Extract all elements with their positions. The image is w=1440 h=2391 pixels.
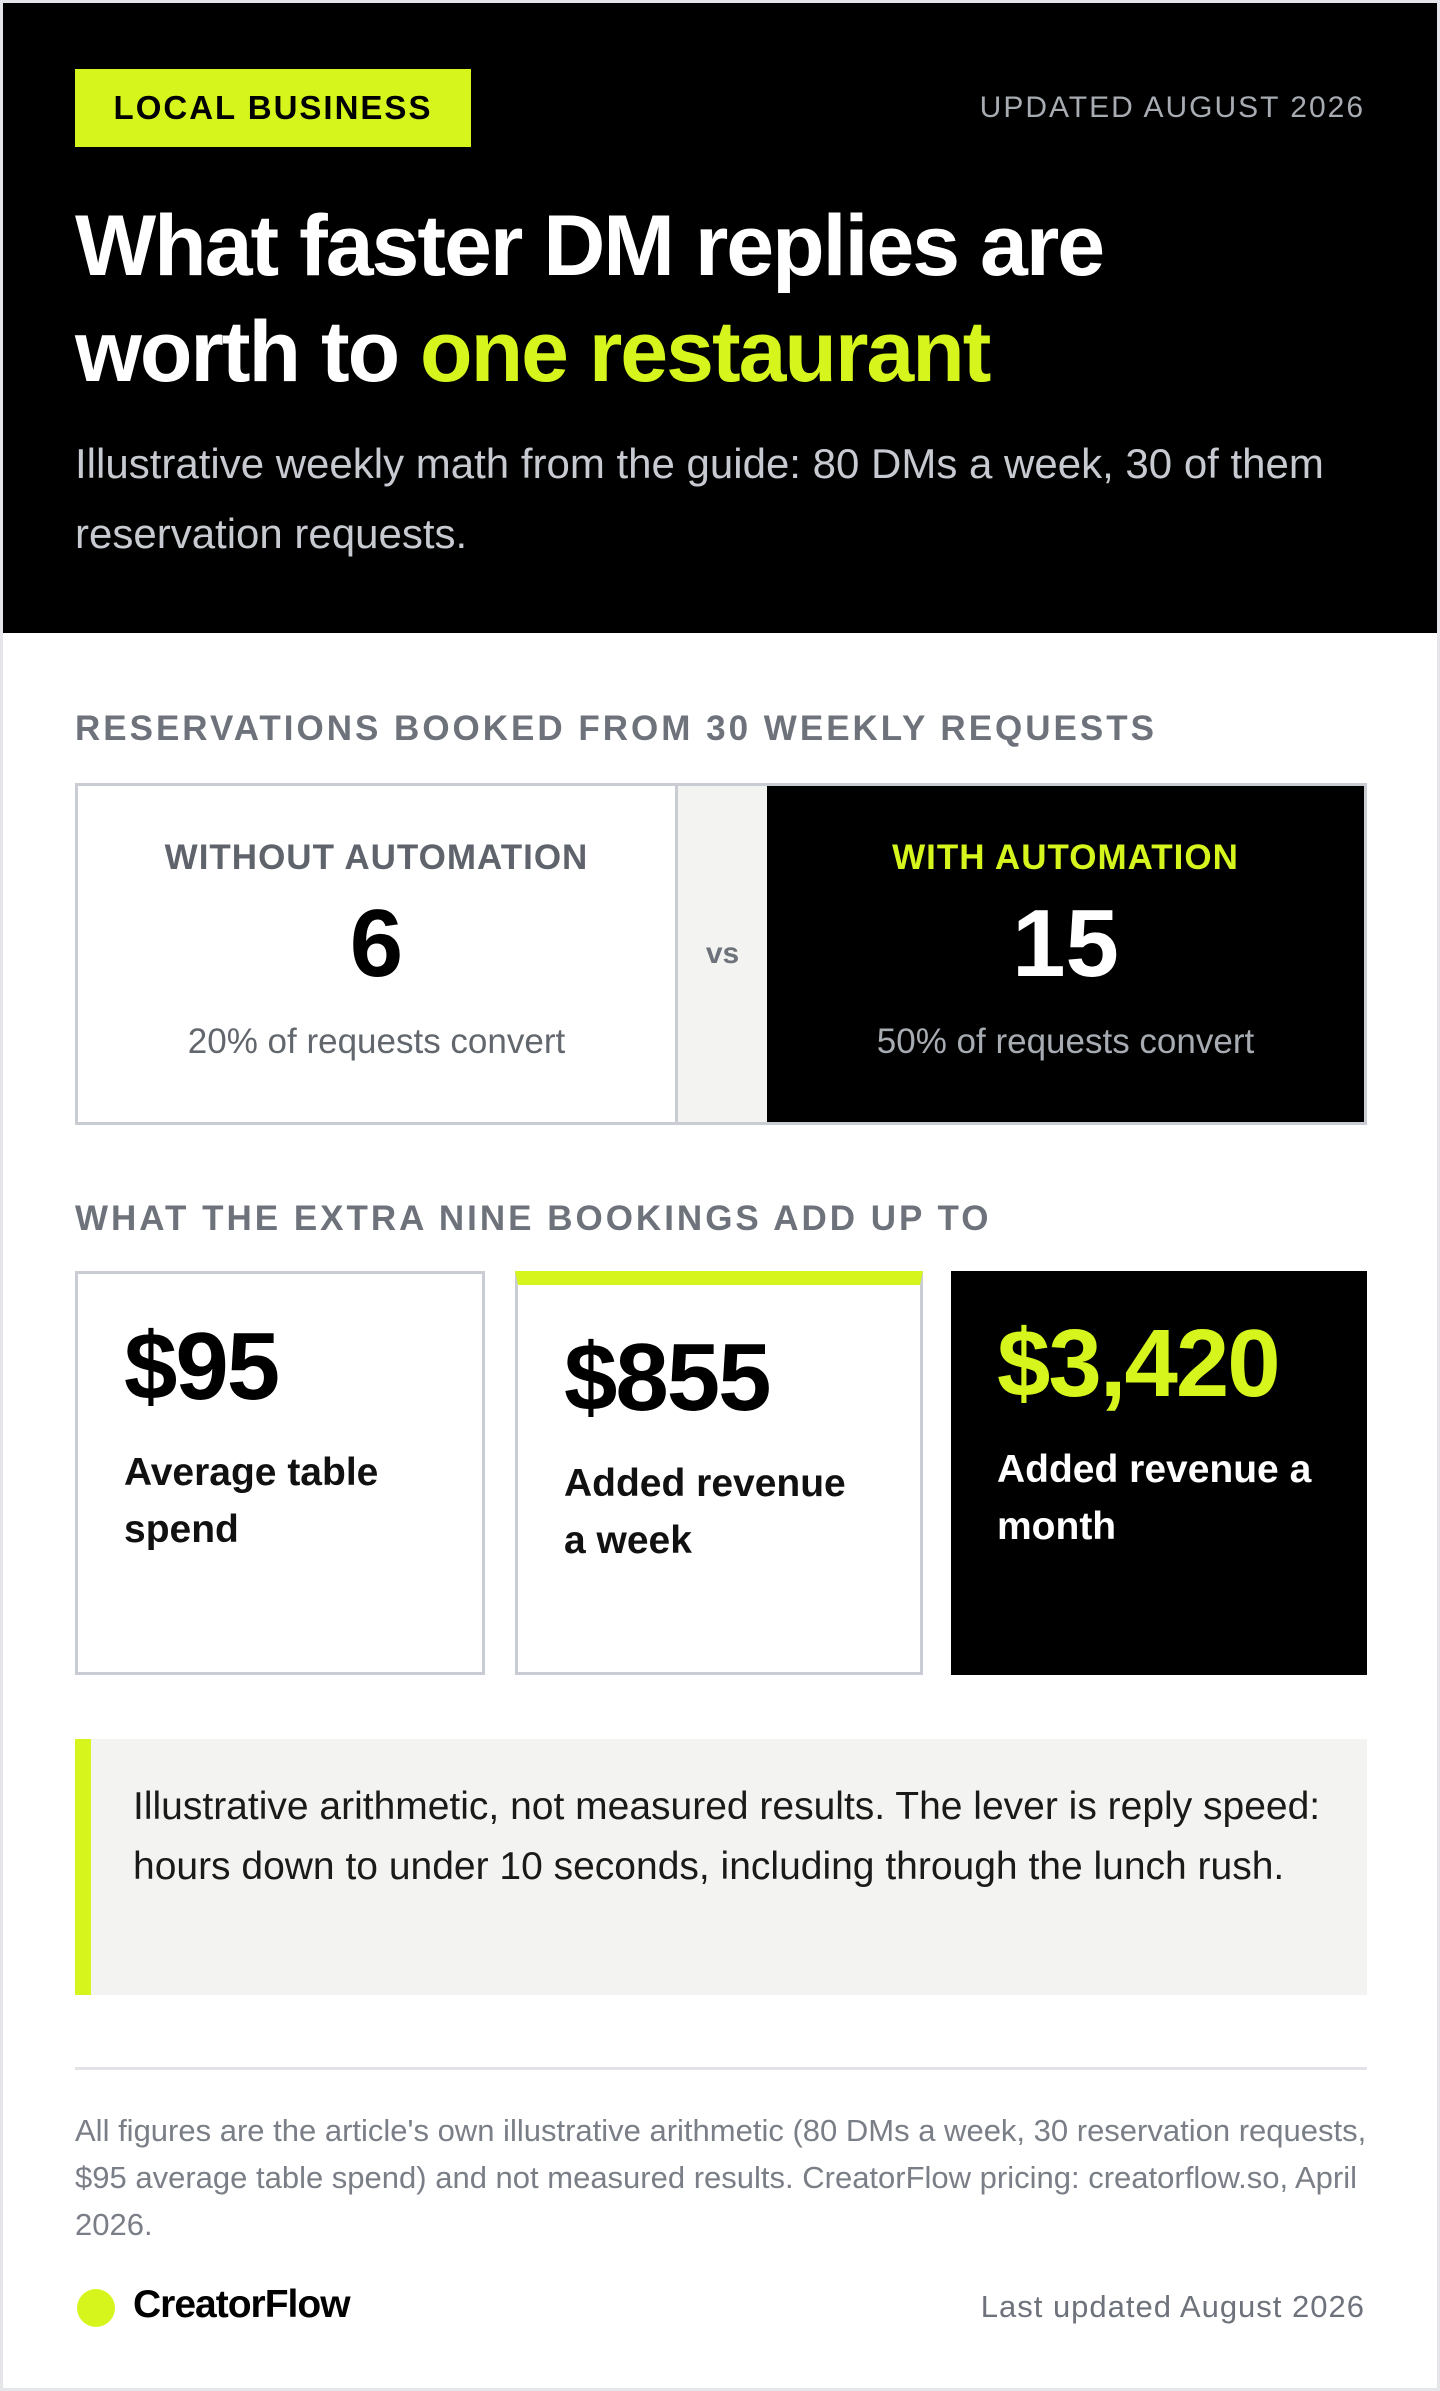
headline-line-1: What faster DM replies are — [75, 198, 1104, 294]
stat-value: $855 — [564, 1324, 770, 1431]
updated-date-top: UPDATED AUGUST 2026 — [979, 91, 1365, 124]
without-automation-title: WITHOUT AUTOMATION — [164, 838, 589, 877]
footer-divider — [75, 2067, 1367, 2070]
without-automation-card — [78, 786, 675, 1122]
stat-value: $95 — [124, 1313, 279, 1420]
page-title — [75, 193, 1315, 405]
footnote: All figures are the article's own illustrative arithmetic (80 DMs a week, 30 reservation requests, $95 average table spend) and not measured results. CreatorFlow pricing: creatorflow.so, April 2026. — [75, 2113, 1367, 2242]
without-automation-rate: 20% of requests convert — [187, 1022, 566, 1061]
comparison-section-label: RESERVATIONS BOOKED FROM 30 WEEKLY REQUESTS — [75, 709, 1157, 748]
vs-divider: vs — [675, 786, 767, 1122]
stat-label: Added revenue a month — [997, 1448, 1312, 1548]
with-automation-title: WITH AUTOMATION — [892, 838, 1239, 877]
brand-dot-icon — [77, 2289, 115, 2327]
stat-label: Average table spend — [124, 1451, 379, 1551]
category-tag: LOCAL BUSINESS — [75, 69, 471, 147]
stat-card-table-spend — [75, 1271, 485, 1675]
with-automation-value: 15 — [1012, 890, 1119, 997]
without-automation-value: 6 — [349, 890, 404, 997]
stat-label: Added revenue a week — [564, 1462, 846, 1562]
subhead: Illustrative weekly math from the guide: 80 DMs a week, 30 of them reservation requests. — [75, 440, 1324, 557]
comparison-panel — [75, 783, 1367, 1125]
header-panel — [3, 3, 1437, 633]
stat-card-monthly-revenue — [951, 1271, 1367, 1675]
disclaimer-note: Illustrative arithmetic, not measured results. The lever is reply speed: hours down to under 10 seconds, including through the lunch rush. — [75, 1739, 1367, 1995]
with-automation-card — [767, 786, 1364, 1122]
headline-accent: one restaurant — [420, 304, 990, 400]
updated-date-bottom: Last updated August 2026 — [980, 2289, 1365, 2324]
brand-logo: CreatorFlow — [133, 2283, 350, 2326]
stats-section-label: WHAT THE EXTRA NINE BOOKINGS ADD UP TO — [75, 1199, 992, 1238]
with-automation-rate: 50% of requests convert — [876, 1022, 1255, 1061]
stat-card-weekly-revenue — [515, 1271, 923, 1675]
stat-value: $3,420 — [997, 1310, 1279, 1417]
headline-line-2-prefix: worth to — [75, 304, 421, 400]
